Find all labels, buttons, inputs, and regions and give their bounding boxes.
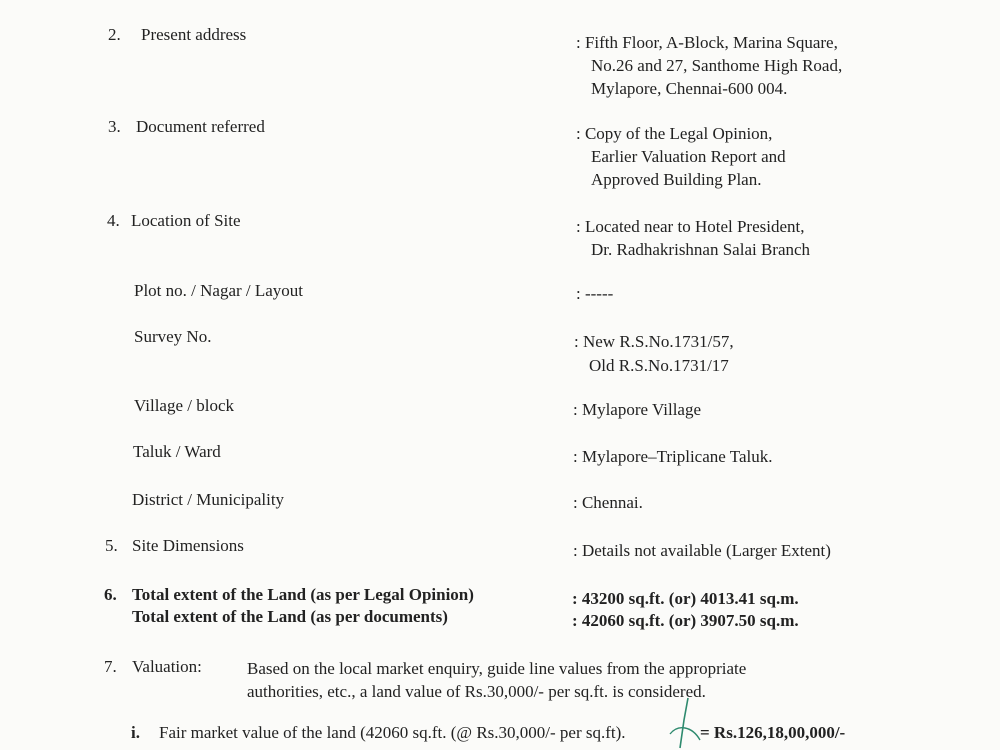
row-2-number: 2. xyxy=(108,25,121,44)
village-label: Village / block xyxy=(134,396,235,415)
survey-no-value xyxy=(574,330,734,378)
document-referred-line-2: Earlier Valuation Report and xyxy=(591,147,786,166)
location-of-site-value xyxy=(576,215,810,261)
valuation-text-line-2: authorities, etc., a land value of Rs.30,000/- per sq.ft. is considered. xyxy=(247,682,706,701)
valuation-item-number: i. xyxy=(131,723,140,742)
present-address-value xyxy=(576,31,842,100)
total-extent-legal-label: Total extent of the Land (as per Legal Opinion) xyxy=(132,585,474,604)
village-value: : Mylapore Village xyxy=(573,400,702,419)
valuation-item-text: Fair market value of the land (42060 sq.ft. (@ Rs.30,000/- per sq.ft). xyxy=(159,723,626,742)
valuation-text-line-1: Based on the local market enquiry, guide line values from the appropriate xyxy=(247,659,747,678)
pen-annotation-mark xyxy=(640,690,720,750)
survey-no-line-2: Old R.S.No.1731/17 xyxy=(589,356,729,375)
row-3-label: Document referred xyxy=(136,117,265,136)
district-value: : Chennai. xyxy=(573,493,643,512)
row-5-number: 5. xyxy=(105,536,118,555)
location-line-2: Dr. Radhakrishnan Salai Branch xyxy=(591,240,811,259)
taluk-label: Taluk / Ward xyxy=(133,442,221,461)
present-address-line-1: : Fifth Floor, A-Block, Marina Square, xyxy=(576,33,838,52)
present-address-line-2: No.26 and 27, Santhome High Road, xyxy=(591,56,843,75)
taluk-value: : Mylapore–Triplicane Taluk. xyxy=(573,447,773,466)
survey-no-label: Survey No. xyxy=(134,327,212,346)
valuation-label: Valuation: xyxy=(132,657,202,676)
row-7-number: 7. xyxy=(104,657,117,676)
row-5-label: Site Dimensions xyxy=(132,536,244,555)
survey-no-line-1: : New R.S.No.1731/57, xyxy=(574,332,734,351)
total-extent-docs-value: : 42060 sq.ft. (or) 3907.50 sq.m. xyxy=(572,611,799,630)
row-2-label: Present address xyxy=(141,25,247,44)
plot-no-label: Plot no. / Nagar / Layout xyxy=(134,281,304,300)
district-label: District / Municipality xyxy=(132,490,285,509)
present-address-line-3: Mylapore, Chennai-600 004. xyxy=(591,79,788,98)
document-referred-line-3: Approved Building Plan. xyxy=(591,170,762,189)
total-extent-legal-value: : 43200 sq.ft. (or) 4013.41 sq.m. xyxy=(572,589,799,608)
total-extent-docs-label: Total extent of the Land (as per documents) xyxy=(132,607,448,626)
site-dimensions-value: : Details not available (Larger Extent) xyxy=(573,541,831,560)
document-referred-value xyxy=(576,122,786,191)
document-referred-line-1: : Copy of the Legal Opinion, xyxy=(576,124,773,143)
location-line-1: : Located near to Hotel President, xyxy=(576,217,805,236)
row-4-number: 4. xyxy=(107,211,120,230)
cut-off-top-line xyxy=(590,0,890,4)
row-3-number: 3. xyxy=(108,117,121,136)
valuation-item-value: = Rs.126,18,00,000/- xyxy=(700,723,846,742)
plot-no-value: : ----- xyxy=(576,284,614,303)
row-4-label: Location of Site xyxy=(131,211,241,230)
row-6-number: 6. xyxy=(104,585,117,604)
